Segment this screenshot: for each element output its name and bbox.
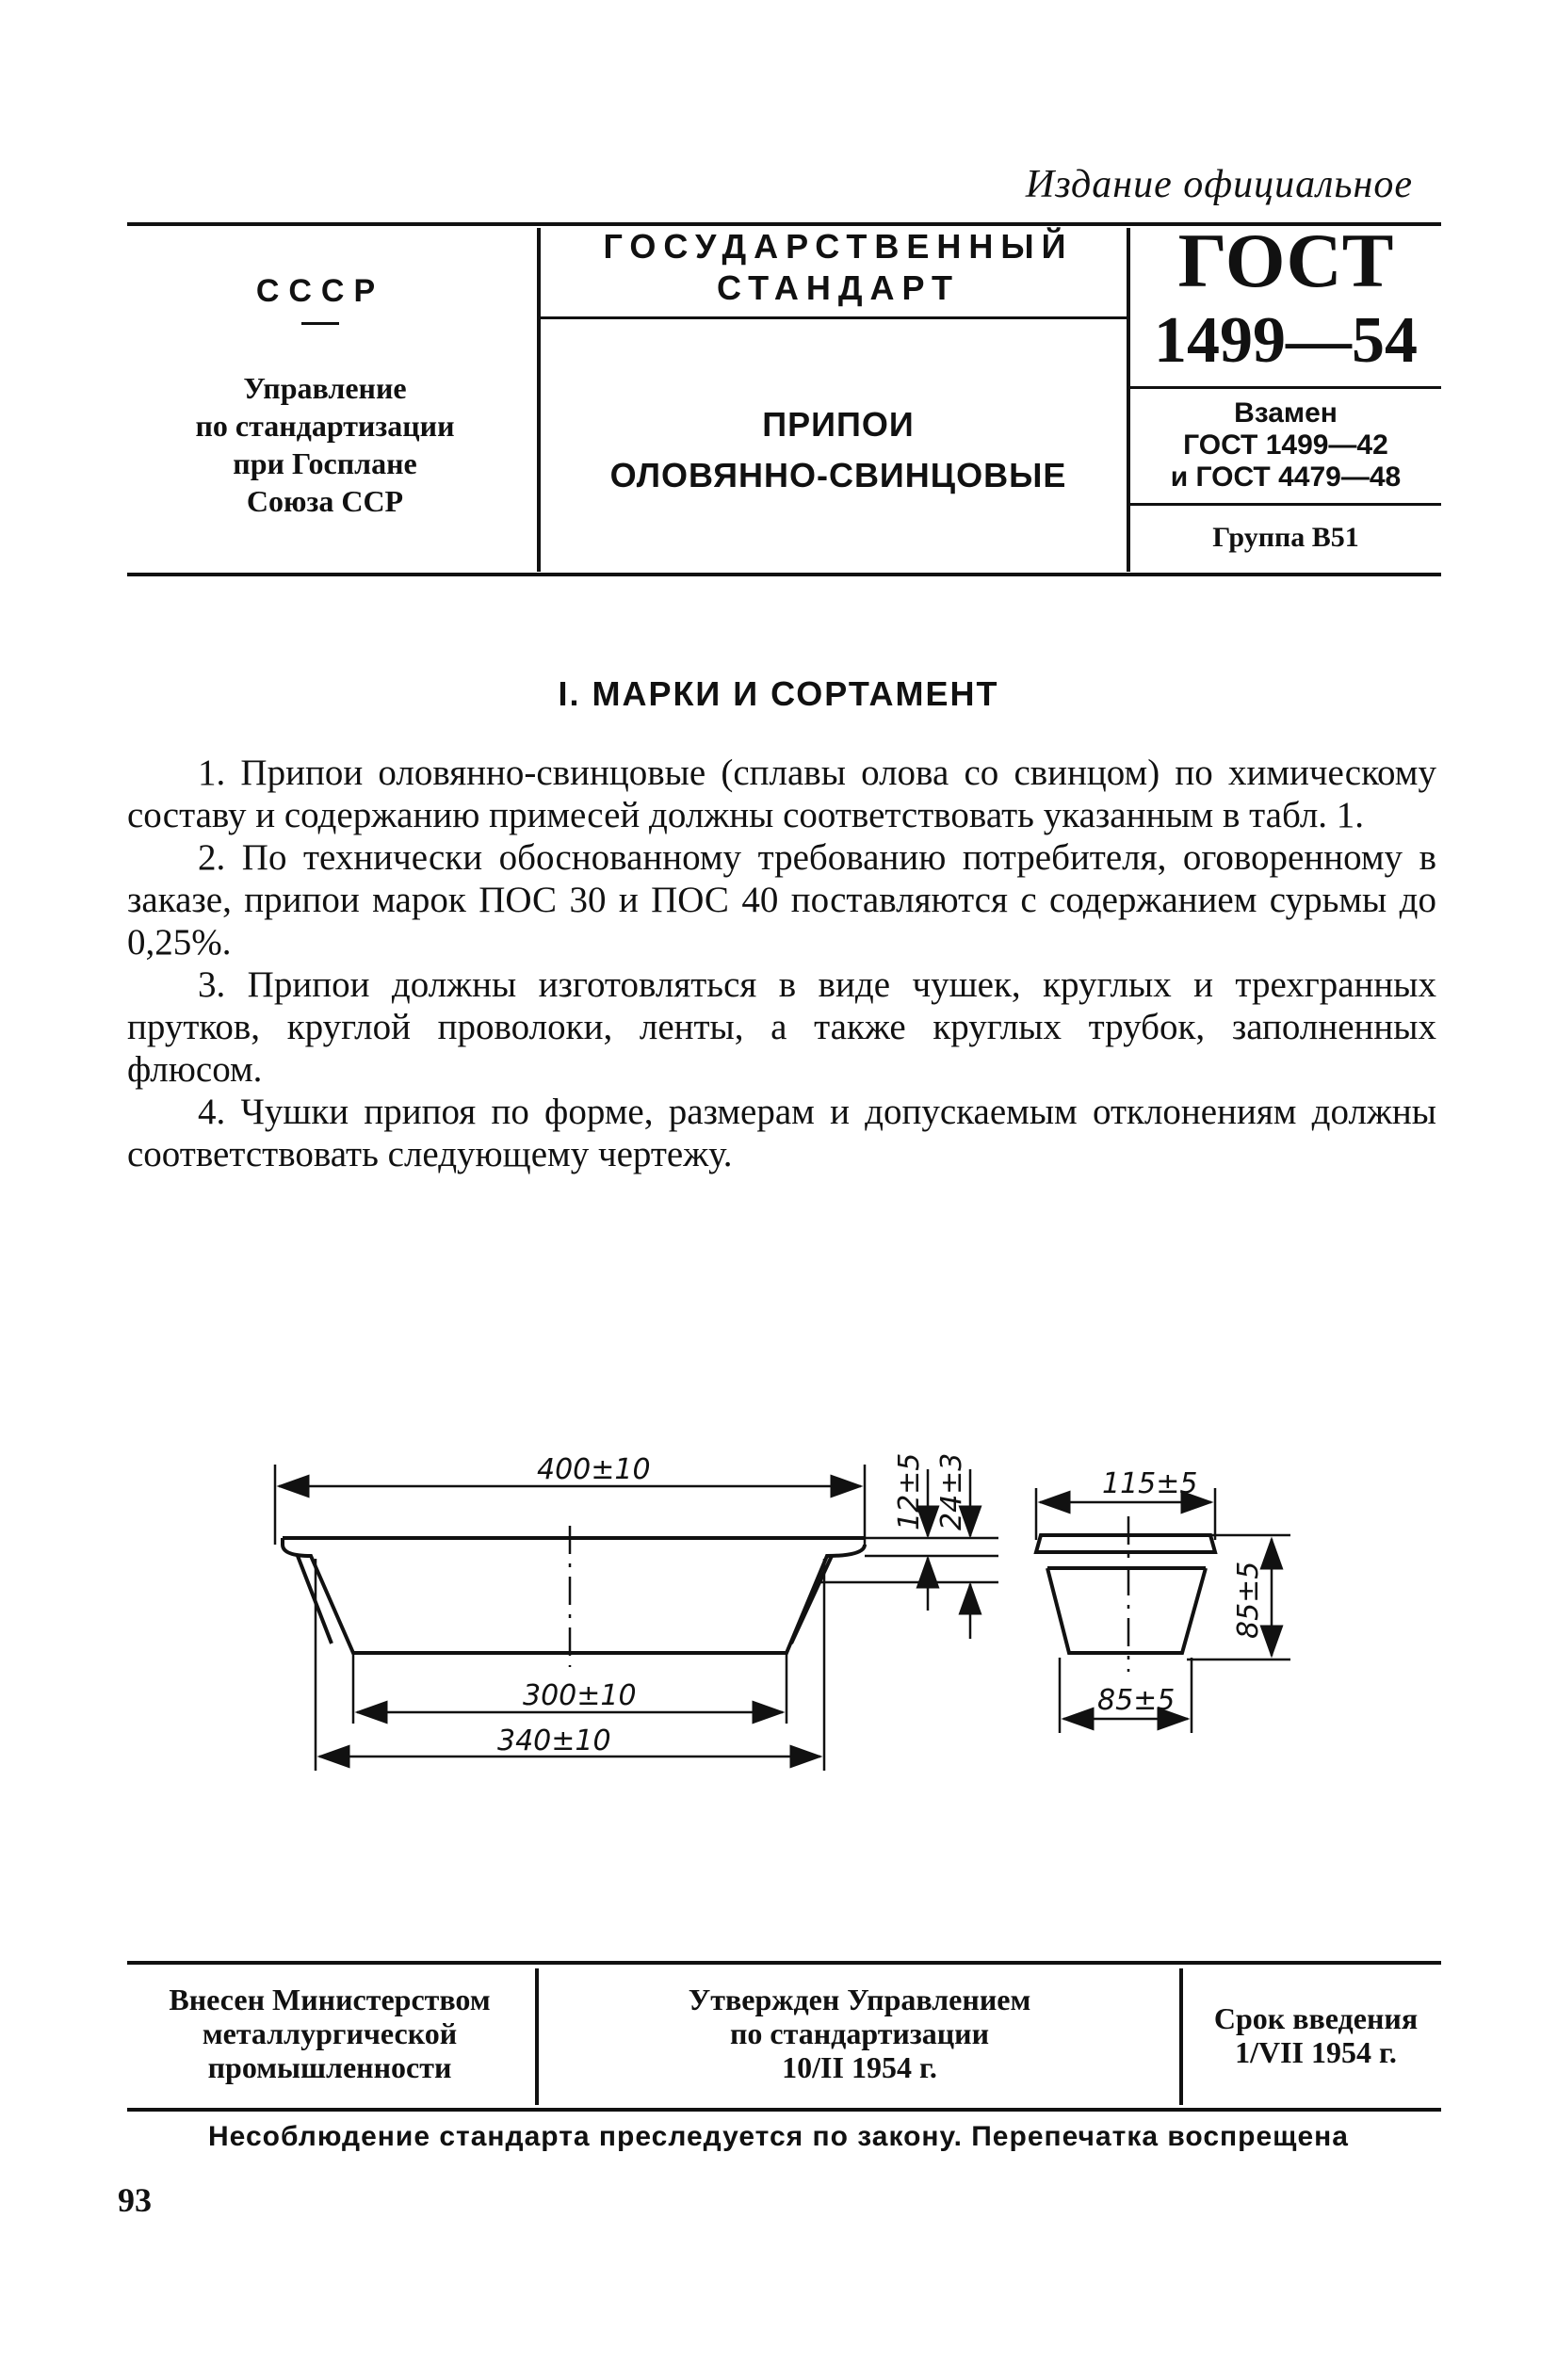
country-dash xyxy=(301,322,339,325)
gost-number: 1499—54 xyxy=(1154,304,1418,377)
admin-line: Союза ССР xyxy=(246,484,404,518)
header-divider-left xyxy=(537,228,541,572)
paragraph: 2. По технически обоснованному требованию потребителя, оговоренному в заказе, припои марок ПОС 30 и ПОС 40 поставляются с содержанием сурьмы до 0,25%. xyxy=(127,837,1436,963)
gost-label: ГОСТ xyxy=(1177,218,1394,303)
legal-notice: Несоблюдение стандарта преследуется по закону. Перепечатка воспрещена xyxy=(208,2121,1349,2152)
replace-rule xyxy=(1130,503,1441,506)
introduced-line: Внесен Министерством xyxy=(169,1983,491,2016)
section-title: I. МАРКИ И СОРТАМЕНТ xyxy=(558,674,999,713)
approved-by xyxy=(546,1983,1173,2084)
effective-line: Срок введения xyxy=(1213,2001,1419,2035)
title-line: ПРИПОИ xyxy=(762,405,915,444)
paragraph: 3. Припои должны изготовляться в виде чушек, круглых и трехгранных прутков, круглой проволоки, ленты, а также круглых трубок, заполненных флюсом. xyxy=(127,964,1436,1090)
approved-line: Утвержден Управлением xyxy=(688,1983,1031,2016)
paragraph: 4. Чушки припоя по форме, размерам и допускаемым отклонениям должны соответствовать следующему чертежу. xyxy=(127,1092,1436,1174)
introduced-line: металлургической xyxy=(202,2016,458,2050)
approved-line: по стандартизации xyxy=(729,2016,990,2050)
state-standard-line: ГОСУДАРСТВЕННЫЙ xyxy=(603,227,1074,266)
country-label: СССР xyxy=(255,273,385,309)
admin-line: при Госплане xyxy=(233,446,417,480)
dim-bottom-length: 300±10 xyxy=(523,1679,637,1712)
page-number: 93 xyxy=(118,2181,152,2219)
approved-line: 10/II 1954 г. xyxy=(782,2050,937,2084)
dim-top-length: 400±10 xyxy=(537,1453,651,1486)
ingot-drawing xyxy=(0,1413,1557,1789)
edition-note: Издание официальное xyxy=(1025,163,1413,206)
dim-flange-height: 12±5 xyxy=(893,1452,926,1530)
dim-top-width: 115±5 xyxy=(1102,1467,1198,1500)
dim-mid-length: 340±10 xyxy=(497,1724,611,1757)
header-mid-rule xyxy=(541,316,1127,319)
footer-bottom-rule xyxy=(127,2108,1441,2112)
title-line: ОЛОВЯННО-СВИНЦОВЫЕ xyxy=(609,456,1067,494)
body-text xyxy=(127,752,1436,1175)
dim-side-height: 85±5 xyxy=(1232,1561,1265,1639)
dim-total-height: 24±3 xyxy=(935,1452,968,1530)
gost-rule xyxy=(1130,386,1441,389)
group-label: Группа В51 xyxy=(1212,522,1359,553)
footer-top-rule xyxy=(127,1961,1441,1965)
dim-bottom-width: 85±5 xyxy=(1097,1684,1176,1717)
replaces-line: Взамен xyxy=(1234,397,1338,429)
ingot-end-view xyxy=(1036,1535,1215,1653)
admin-line: по стандартизации xyxy=(195,409,455,443)
effective-line: 1/VII 1954 г. xyxy=(1235,2035,1397,2069)
state-standard-line: СТАНДАРТ xyxy=(717,268,960,307)
replaces-line: ГОСТ 1499—42 xyxy=(1183,429,1388,461)
footer-divider-right xyxy=(1179,1968,1183,2105)
replaces-line: и ГОСТ 4479—48 xyxy=(1170,461,1402,493)
ingot-side-view xyxy=(283,1538,865,1653)
introduced-line: промышленности xyxy=(207,2050,452,2084)
footer-divider-left xyxy=(535,1968,539,2105)
introduced-by xyxy=(132,1983,527,2084)
paragraph: 1. Припои оловянно-свинцовые (сплавы олова со свинцом) по химическому составу и содержанию примесей должны соответствовать указанным в табл. 1. xyxy=(127,753,1436,835)
admin-block xyxy=(141,369,509,520)
document-title xyxy=(546,399,1130,501)
effective-date xyxy=(1189,2001,1443,2069)
header-bottom-rule xyxy=(127,573,1441,576)
replaces-block xyxy=(1130,397,1441,494)
admin-line: Управление xyxy=(243,371,407,405)
state-standard-label xyxy=(546,226,1130,309)
